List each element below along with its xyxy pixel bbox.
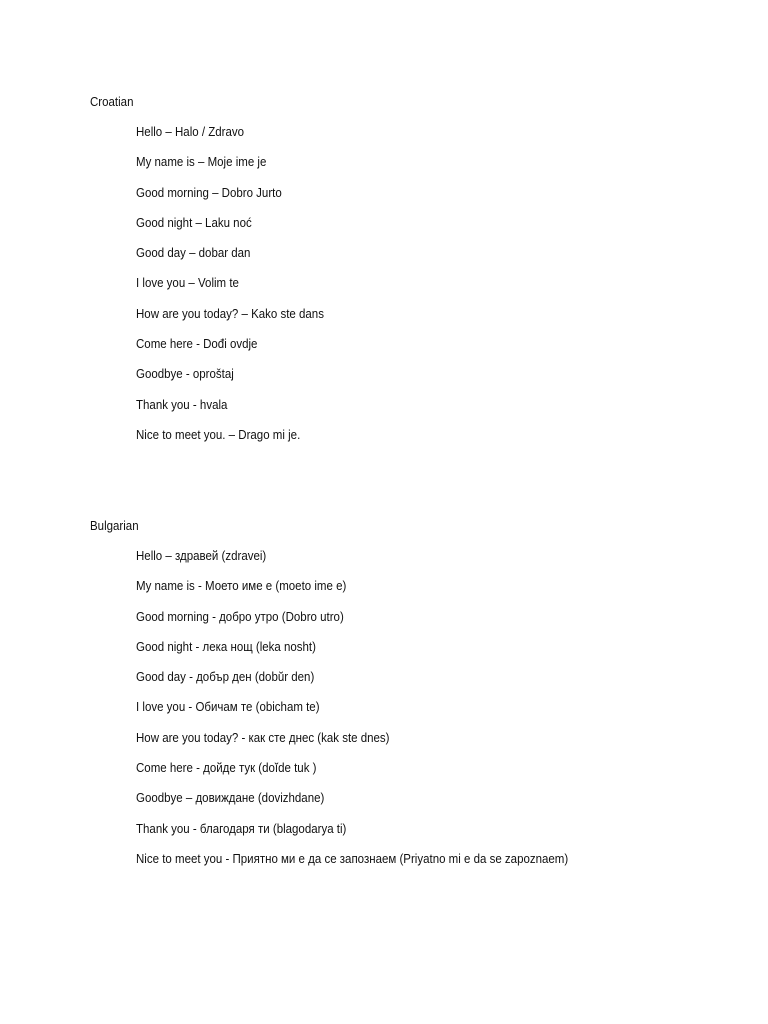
phrase-item: Hello – здравей (zdravei)	[136, 549, 267, 563]
bulgarian-phrase-list	[0, 547, 768, 880]
phrase-item: Goodbye - oproštaj	[136, 367, 234, 382]
section-heading-bulgarian: Bulgarian	[90, 519, 139, 533]
phrase-item: My name is – Moje ime je	[136, 155, 267, 170]
phrase-item: My name is - Моето име е (moeto ime e)	[136, 579, 347, 594]
phrase-item: Hello – Halo / Zdravo	[136, 125, 245, 139]
phrase-item: Nice to meet you. – Drago mi je.	[136, 427, 301, 442]
phrase-item: Come here - Dođi ovdje	[136, 337, 258, 352]
phrase-item: How are you today? - как сте днес (kak ste dnes)	[136, 730, 390, 745]
section-heading-croatian: Croatian	[90, 95, 134, 109]
phrase-item: Good morning – Dobro Jurto	[136, 185, 282, 200]
phrase-item: I love you – Volim te	[136, 276, 239, 291]
phrase-item: Come here - дойде тук (doĭde tuk )	[136, 761, 317, 776]
bulgarian-section	[0, 517, 768, 880]
phrase-item: Nice to meet you - Приятно ми е да се запознаем (Priyatno mi e da se zapoznaem)	[136, 851, 569, 866]
phrase-item: Good day - добър ден (dobŭr den)	[136, 670, 315, 685]
phrase-item: How are you today? – Kako ste dans	[136, 306, 324, 321]
phrase-item: Thank you - hvala	[136, 397, 228, 412]
croatian-phrase-list	[0, 123, 768, 456]
phrase-item: Good night - лека нощ (leka nosht)	[136, 639, 316, 654]
phrase-item: Thank you - благодаря ти (blagodarya ti)	[136, 821, 347, 836]
phrase-item: Good morning - добро утро (Dobro utro)	[136, 609, 344, 624]
phrase-item: Good day – dobar dan	[136, 246, 251, 261]
phrase-item: Goodbye – довиждане (dovizhdane)	[136, 791, 325, 806]
croatian-section	[0, 93, 768, 456]
phrase-item: Good night – Laku noć	[136, 215, 252, 230]
phrase-item: I love you - Обичам те (obicham te)	[136, 700, 320, 715]
